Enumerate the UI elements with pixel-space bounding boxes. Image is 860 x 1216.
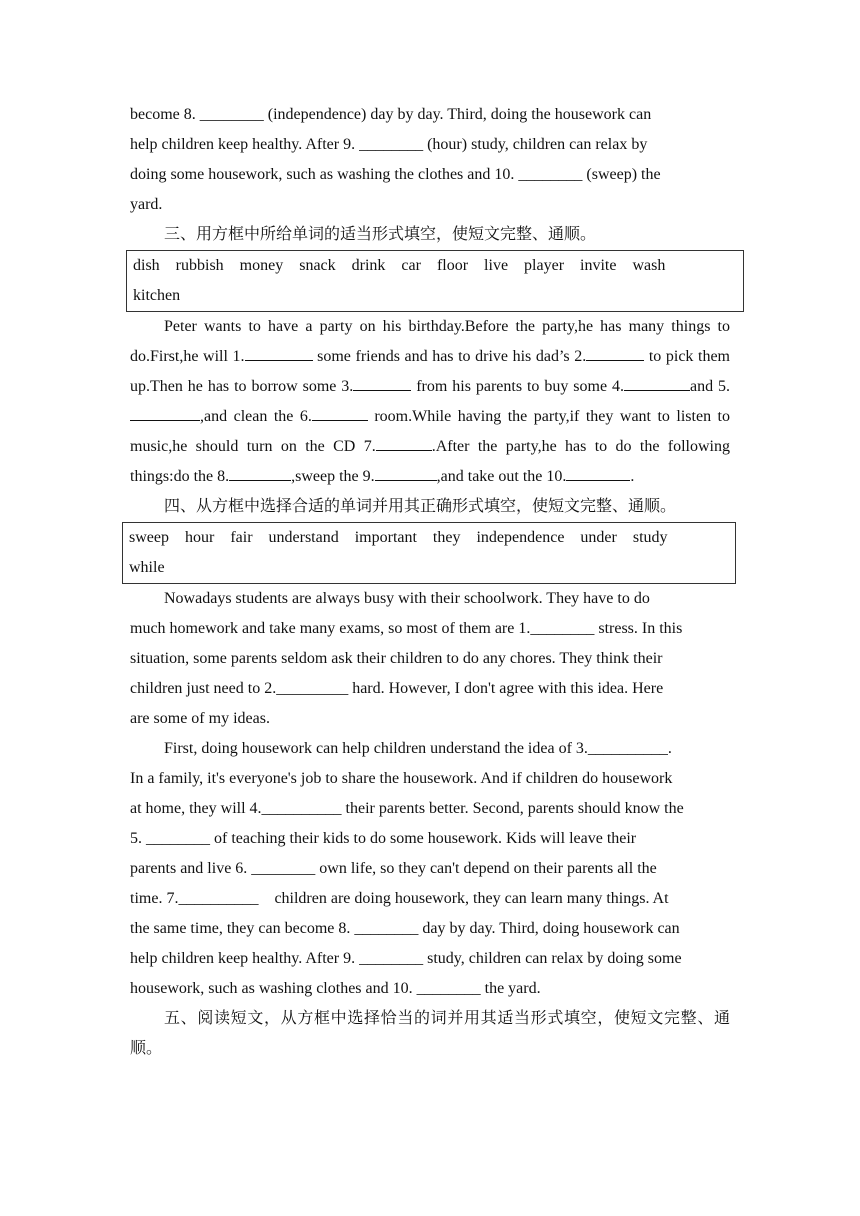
text-line: yard.	[130, 196, 163, 213]
passage-text: room.While having the party,if they want to listen to music,he should turn on the CD 7.	[130, 408, 730, 455]
text-line: the same time, they can become 8. ________ day by day. Third, doing housework can	[130, 920, 680, 937]
word-box-3	[126, 250, 744, 312]
word-box-line: while	[129, 559, 165, 576]
text-line: are some of my ideas.	[130, 710, 270, 727]
text-line: help children keep healthy. After 9. ________ study, children can relax by doing some	[130, 950, 682, 967]
passage-text: and 5.	[689, 378, 730, 395]
text-line: children just need to 2._________ hard. However, I don't agree with this idea. Here	[130, 680, 664, 697]
word-box-line: kitchen	[133, 287, 181, 304]
section-4-passage-2	[130, 734, 730, 1004]
blank-7[interactable]	[376, 432, 432, 451]
text-line: time. 7.__________ children are doing housework, they can learn many things. At	[130, 890, 669, 907]
blank-9[interactable]	[375, 462, 437, 481]
text-line: become 8. ________ (independence) day by day. Third, doing the housework can	[130, 106, 652, 123]
text-line: doing some housework, such as washing the clothes and 10. ________ (sweep) the	[130, 166, 661, 183]
text-line: In a family, it's everyone's job to share the housework. And if children do housework	[130, 770, 673, 787]
word-box-4	[122, 522, 736, 584]
section-3-heading: 三、用方框中所给单词的适当形式填空，使短文完整、通顺。	[164, 226, 597, 243]
section-2-tail	[130, 100, 730, 220]
text-line: Nowadays students are always busy with their schoolwork. They have to do	[164, 590, 650, 607]
worksheet-page	[130, 100, 730, 1064]
passage-text: ,and take out the 10.	[436, 468, 567, 485]
passage-text: .After the party,he has to do the following things:do the 8.	[130, 438, 730, 485]
section-3-passage	[130, 312, 730, 492]
passage-text: ,sweep the 9.	[291, 468, 375, 485]
text-line: 5. ________ of teaching their kids to do some housework. Kids will leave their	[130, 830, 637, 847]
text-line: help children keep healthy. After 9. ________ (hour) study, children can relax by	[130, 136, 648, 153]
word-box-line: dish rubbish money snack drink car floor live player invite wash	[133, 257, 666, 274]
blank-1[interactable]	[245, 342, 313, 361]
blank-4[interactable]	[624, 372, 690, 391]
text-line: situation, some parents seldom ask their children to do any chores. They think their	[130, 650, 663, 667]
passage-text: .	[630, 468, 635, 485]
blank-3[interactable]	[353, 372, 411, 391]
blank-6[interactable]	[312, 402, 368, 421]
passage-text: Peter wants to have a party on his birthday.Before the party,he has many things to do.First,he will 1.	[130, 318, 730, 365]
blank-5[interactable]	[130, 402, 200, 421]
passage-text: some friends and has to drive his dad’s 2.	[312, 348, 587, 365]
passage-text: ,and clean the 6.	[200, 408, 312, 425]
blank-8[interactable]	[229, 462, 291, 481]
text-line: at home, they will 4.__________ their parents better. Second, parents should know the	[130, 800, 684, 817]
text-line: First, doing housework can help children understand the idea of 3.__________.	[164, 740, 672, 757]
section-4-heading: 四、从方框中选择合适的单词并用其正确形式填空，使短文完整、通顺。	[164, 498, 677, 515]
section-5-heading: 五、阅读短文，从方框中选择恰当的词并用其适当形式填空，使短文完整、通顺。	[130, 1010, 730, 1057]
text-line: parents and live 6. ________ own life, so they can't depend on their parents all the	[130, 860, 657, 877]
blank-2[interactable]	[586, 342, 644, 361]
passage-text: from his parents to buy some 4.	[411, 378, 624, 395]
blank-10[interactable]	[566, 462, 630, 481]
passage-text: to pick them up.Then he has to borrow some 3.	[130, 348, 731, 395]
section-4-passage-1	[130, 584, 730, 734]
word-box-line: sweep hour fair understand important they independence under study	[129, 529, 668, 546]
text-line: much homework and take many exams, so most of them are 1.________ stress. In this	[130, 620, 683, 637]
text-line: housework, such as washing clothes and 10. ________ the yard.	[130, 980, 541, 997]
